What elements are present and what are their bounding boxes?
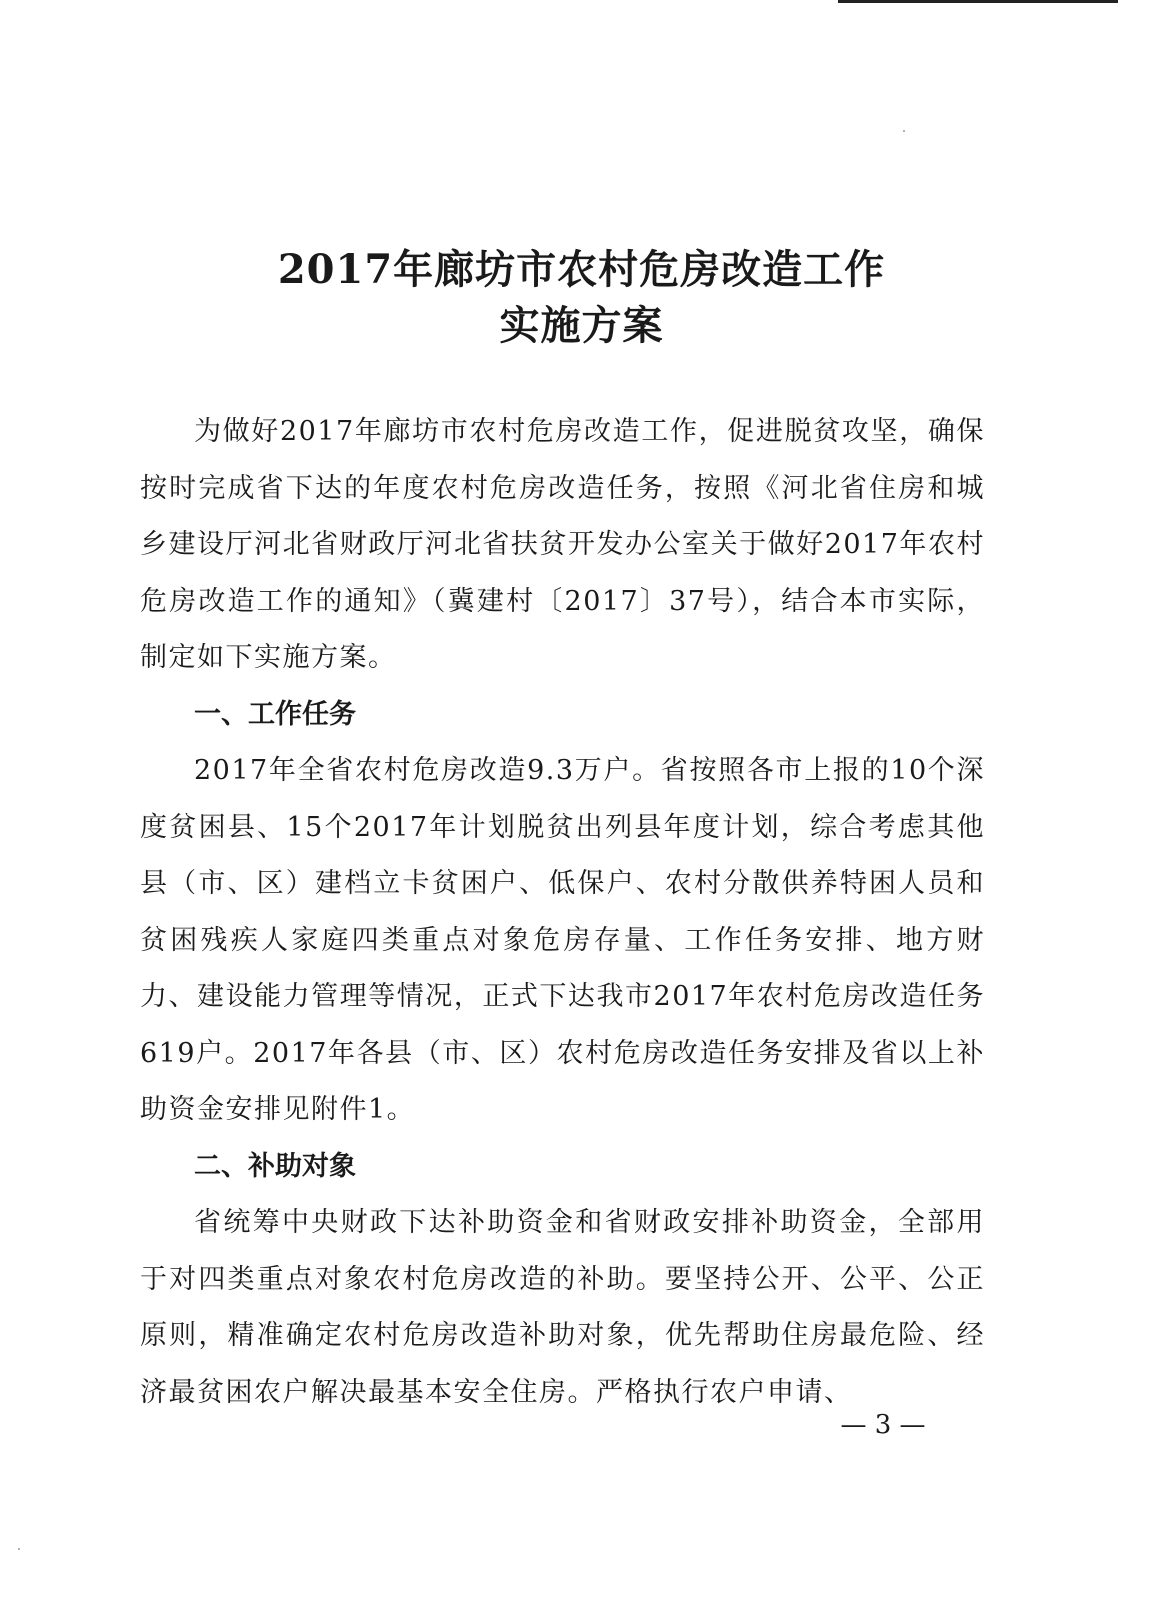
document-body	[140, 404, 985, 1421]
section-heading-subsidy-targets: 二、补助对象	[194, 1150, 356, 1182]
document-title-line2: 实施方案	[499, 302, 664, 349]
section-heading-work-tasks: 一、工作任务	[194, 698, 356, 730]
section-body-work-tasks: 2017年全省农村危房改造9.3万户。省按照各市上报的10个深度贫困县、15个2017年计划脱贫出列县年度计划，综合考虑其他县（市、区）建档立卡贫困户、低保户、农村分散供养特困人员和贫困残疾人家庭四类重点对象危房存量、工作任务安排、地方财力、建设能力管理等情况，正式下达我市2017年农村危房改造任务619户。2017年各县（市、区）农村危房改造任务安排及省以上补助资金安排见附件1。	[140, 755, 985, 1125]
section-body-subsidy-targets: 省统筹中央财政下达补助资金和省财政安排补助资金，全部用于对四类重点对象农村危房改造的补助。要坚持公开、公平、公正原则，精准确定农村危房改造补助对象，优先帮助住房最危险、经济最贫困农户解决最基本安全住房。严格执行农户申请、	[140, 1207, 985, 1408]
intro-paragraph: 为做好2017年廊坊市农村危房改造工作，促进脱贫攻坚，确保按时完成省下达的年度农村危房改造任务，按照《河北省住房和城乡建设厅河北省财政厅河北省扶贫开发办公室关于做好2017年农村危房改造工作的通知》（冀建村〔2017〕37号），结合本市实际，制定如下实施方案。	[140, 416, 985, 673]
document-title-line1: 2017年廊坊市农村危房改造工作	[277, 246, 886, 293]
scan-speck	[18, 1548, 20, 1550]
top-rule	[838, 0, 1118, 3]
page-number: — 3 —	[840, 1410, 926, 1440]
scan-speck	[903, 130, 905, 132]
